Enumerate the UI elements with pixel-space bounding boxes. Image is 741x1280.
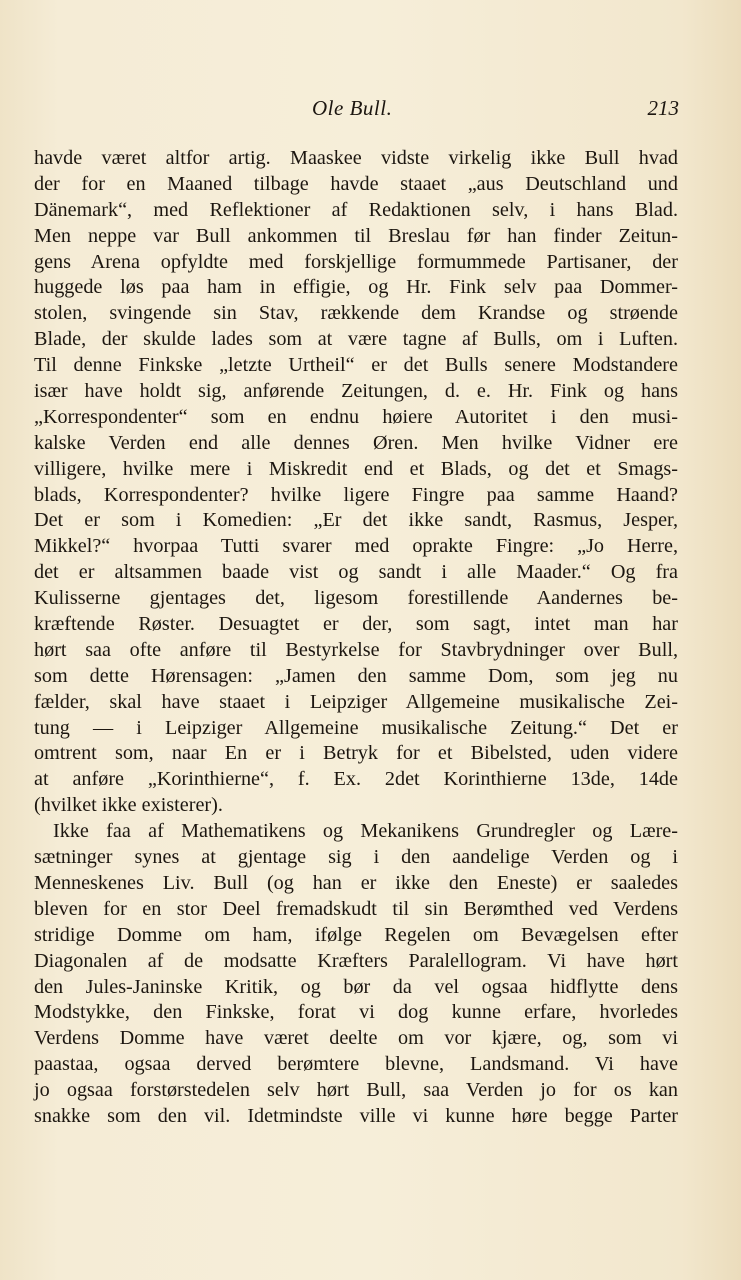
text-line: gens Arena opfyldte med forskjellige formummede Partisaner, der bbox=[34, 250, 678, 273]
text-line: Kulisserne gjentages det, ligesom forestillende Aandernes be- bbox=[34, 587, 678, 610]
text-line: Til denne Finkske „letzte Urtheil“ er det Bulls senere Modstandere bbox=[34, 354, 678, 377]
text-line: der for en Maaned tilbage havde staaet „aus Deutschland und bbox=[34, 172, 678, 195]
page-number: 213 bbox=[647, 96, 679, 120]
text-line: Blade, der skulde lades som at være tagne af Bulls, om i Luften. bbox=[34, 328, 678, 351]
text-line: Ikke faa af Mathematikens og Mekanikens Grundregler og Lære- bbox=[53, 820, 678, 843]
text-line: Mikkel?“ hvorpaa Tutti svarer med oprakte Fingre: „Jo Herre, bbox=[34, 535, 678, 558]
running-title: Ole Bull. bbox=[312, 96, 393, 120]
text-line: jo ogsaa forstørstedelen selv hørt Bull, saa Verden jo for os kan bbox=[34, 1079, 678, 1102]
text-line: kalske Verden end alle dennes Øren. Men hvilke Vidner ere bbox=[34, 431, 678, 454]
text-line: som dette Hørensagen: „Jamen den samme Dom, som jeg nu bbox=[34, 664, 678, 687]
text-line: Dänemark“, med Reflektioner af Redaktionen selv, i hans Blad. bbox=[34, 198, 678, 221]
text-line: stridige Domme om ham, ifølge Regelen om Bevægelsen efter bbox=[34, 923, 678, 946]
text-line: sætninger synes at gjentage sig i den aandelige Verden og i bbox=[34, 846, 678, 869]
text-line: Men neppe var Bull ankommen til Breslau før han finder Zeitun- bbox=[34, 224, 678, 247]
text-line: Diagonalen af de modsatte Kræfters Paralellogram. Vi have hørt bbox=[34, 949, 678, 972]
text-line: bleven for en stor Deel fremadskudt til sin Berømthed ved Verdens bbox=[34, 897, 678, 920]
text-line: det er altsammen baade vist og sandt i alle Maader.“ Og fra bbox=[34, 561, 678, 584]
body-text bbox=[34, 146, 678, 1130]
text-line: Verdens Domme have været deelte om vor kjære, og, som vi bbox=[34, 1027, 678, 1050]
text-line: huggede løs paa ham in effigie, og Hr. Fink selv paa Dommer- bbox=[34, 276, 678, 299]
text-line: paastaa, ogsaa derved berømtere blevne, Landsmand. Vi have bbox=[34, 1053, 678, 1076]
text-line: hørt saa ofte anføre til Bestyrkelse for Stavbrydninger over Bull, bbox=[34, 638, 678, 661]
text-line: kræftende Røster. Desuagtet er der, som sagt, intet man har bbox=[34, 613, 678, 636]
text-line: villigere, hvilke mere i Miskredit end et Blads, og det et Smags- bbox=[34, 457, 678, 480]
text-line: havde været altfor artig. Maaskee vidste virkelig ikke Bull hvad bbox=[34, 147, 678, 169]
text-line: (hvilket ikke existerer). bbox=[34, 794, 223, 817]
text-line: den Jules-Janinske Kritik, og bør da vel ogsaa hidflytte dens bbox=[34, 975, 678, 998]
text-line: især have holdt sig, anførende Zeitungen, d. e. Hr. Fink og hans bbox=[34, 380, 678, 403]
text-line: stolen, svingende sin Stav, rækkende dem Krandse og strøende bbox=[34, 302, 678, 325]
text-line: „Korrespondenter“ som en endnu høiere Autoritet i den musi- bbox=[34, 405, 678, 428]
text-line: Menneskenes Liv. Bull (og han er ikke den Eneste) er saaledes bbox=[34, 871, 678, 894]
text-line: snakke som den vil. Idetmindste ville vi kunne høre begge Parter bbox=[34, 1104, 678, 1127]
text-line: omtrent som, naar En er i Betryk for et Bibelsted, uden videre bbox=[34, 742, 678, 765]
running-head bbox=[0, 96, 741, 126]
text-line: tung — i Leipziger Allgemeine musikalische Zeitung.“ Det er bbox=[34, 716, 678, 739]
text-line: at anføre „Korinthierne“, f. Ex. 2det Korinthierne 13de, 14de bbox=[34, 768, 678, 791]
text-line: Modstykke, den Finkske, forat vi dog kunne erfare, hvorledes bbox=[34, 1001, 678, 1024]
text-line: fælder, skal have staaet i Leipziger Allgemeine musikalische Zei- bbox=[34, 690, 678, 713]
text-line: Det er som i Komedien: „Er det ikke sandt, Rasmus, Jesper, bbox=[34, 509, 678, 532]
text-line: blads, Korrespondenter? hvilke ligere Fingre paa samme Haand? bbox=[34, 483, 678, 506]
